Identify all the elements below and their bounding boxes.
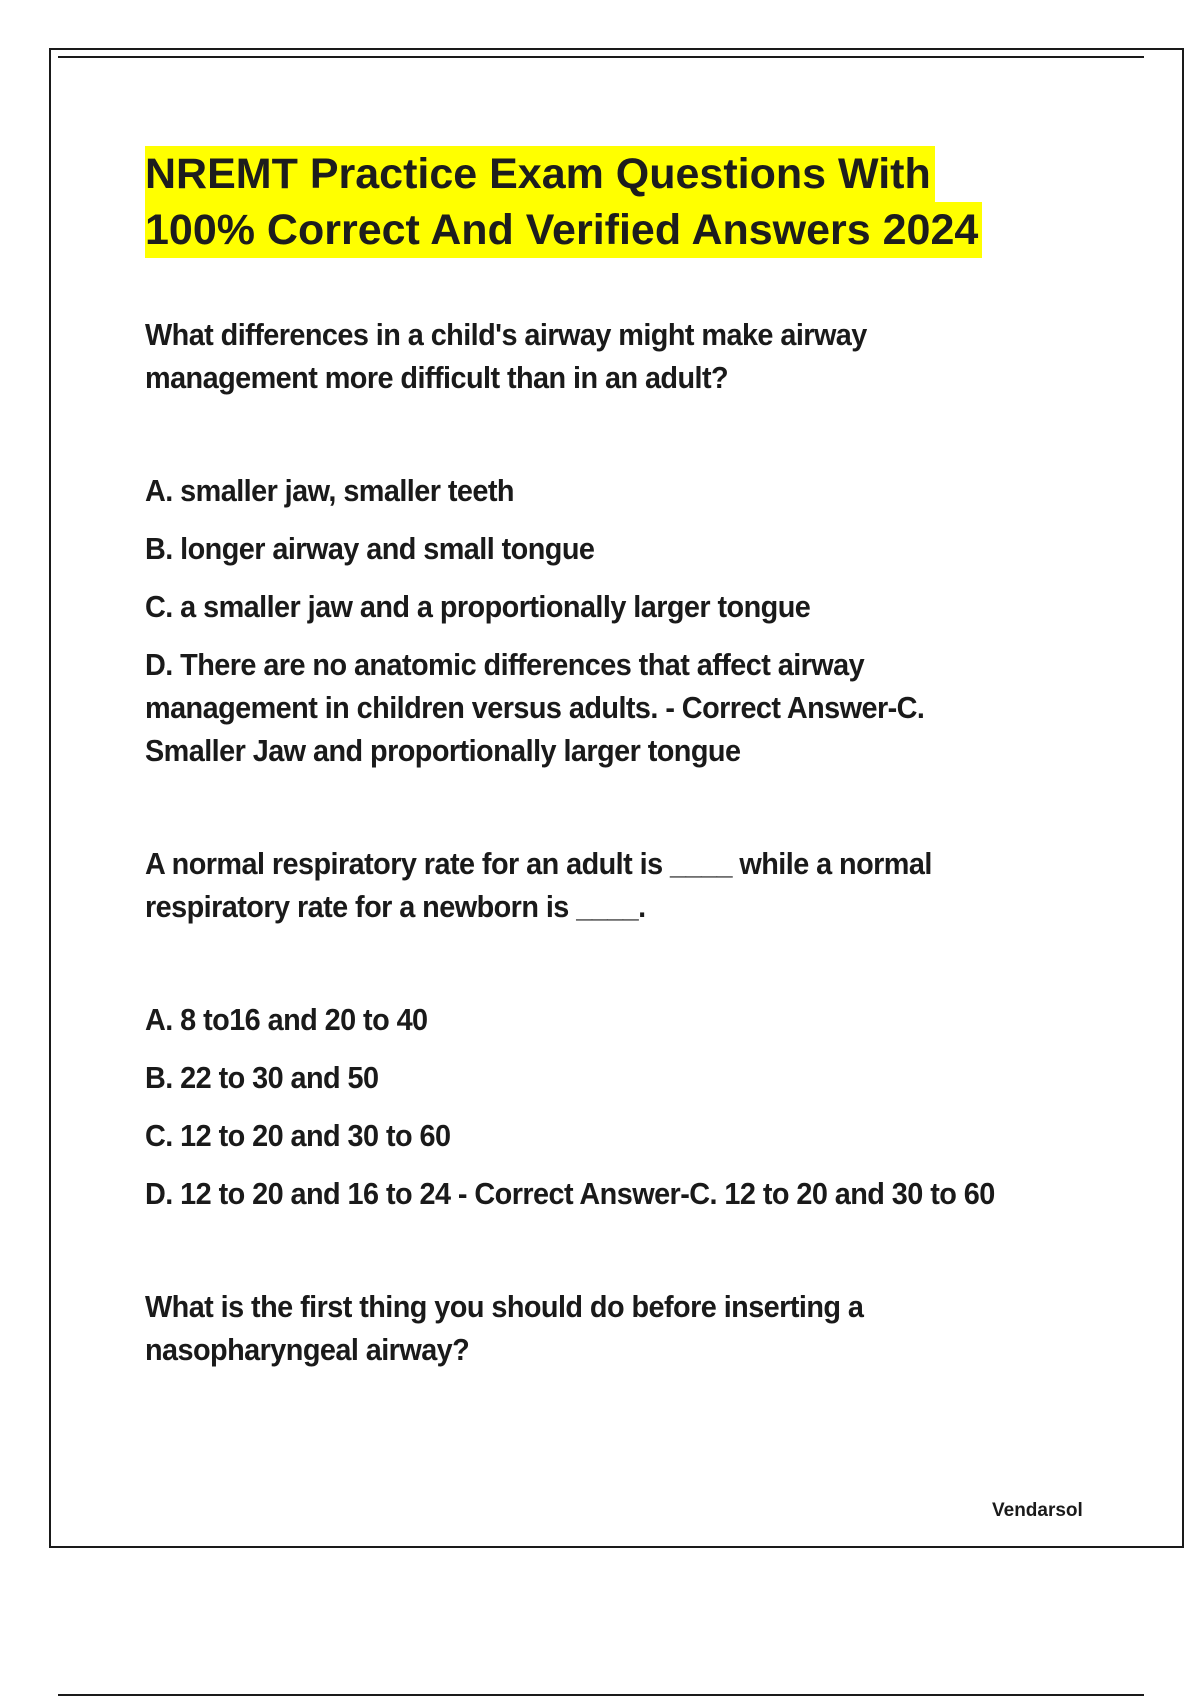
question-block-3: [145, 1285, 1095, 1371]
question-block-1: [145, 313, 1095, 772]
question-prompt: A normal respiratory rate for an adult is ____ while a normal respiratory rate for a newborn is ____.: [145, 846, 932, 924]
answer-option-c: C. a smaller jaw and a proportionally larger tongue: [145, 589, 811, 624]
title-line-1: NREMT Practice Exam Questions With: [145, 146, 935, 202]
title-line-2: 100% Correct And Verified Answers 2024: [145, 202, 982, 258]
answer-option-b: B. longer airway and small tongue: [145, 531, 595, 566]
document-content: [145, 146, 1095, 1371]
answer-option-a: A. 8 to16 and 20 to 40: [145, 1002, 428, 1037]
footer-brand: Vendarsol: [992, 1500, 1083, 1521]
answer-option-b: B. 22 to 30 and 50: [145, 1060, 379, 1095]
question-block-2: [145, 842, 1095, 1215]
answer-option-d: D. There are no anatomic differences that affect airway management in children versus adults. - Correct Answer-C. Smaller Jaw and proportionally larger tongue: [145, 647, 925, 768]
answer-option-c: C. 12 to 20 and 30 to 60: [145, 1118, 451, 1153]
answer-option-a: A. smaller jaw, smaller teeth: [145, 473, 514, 508]
top-rule: [58, 56, 1144, 58]
question-prompt: What is the first thing you should do before inserting a nasopharyngeal airway?: [145, 1289, 864, 1367]
bottom-rule: [58, 1694, 1144, 1696]
document-title: [145, 146, 1095, 258]
question-prompt: What differences in a child's airway might make airway management more difficult than in an adult?: [145, 317, 867, 395]
answer-option-d: D. 12 to 20 and 16 to 24 - Correct Answer-C. 12 to 20 and 30 to 60: [145, 1176, 995, 1211]
